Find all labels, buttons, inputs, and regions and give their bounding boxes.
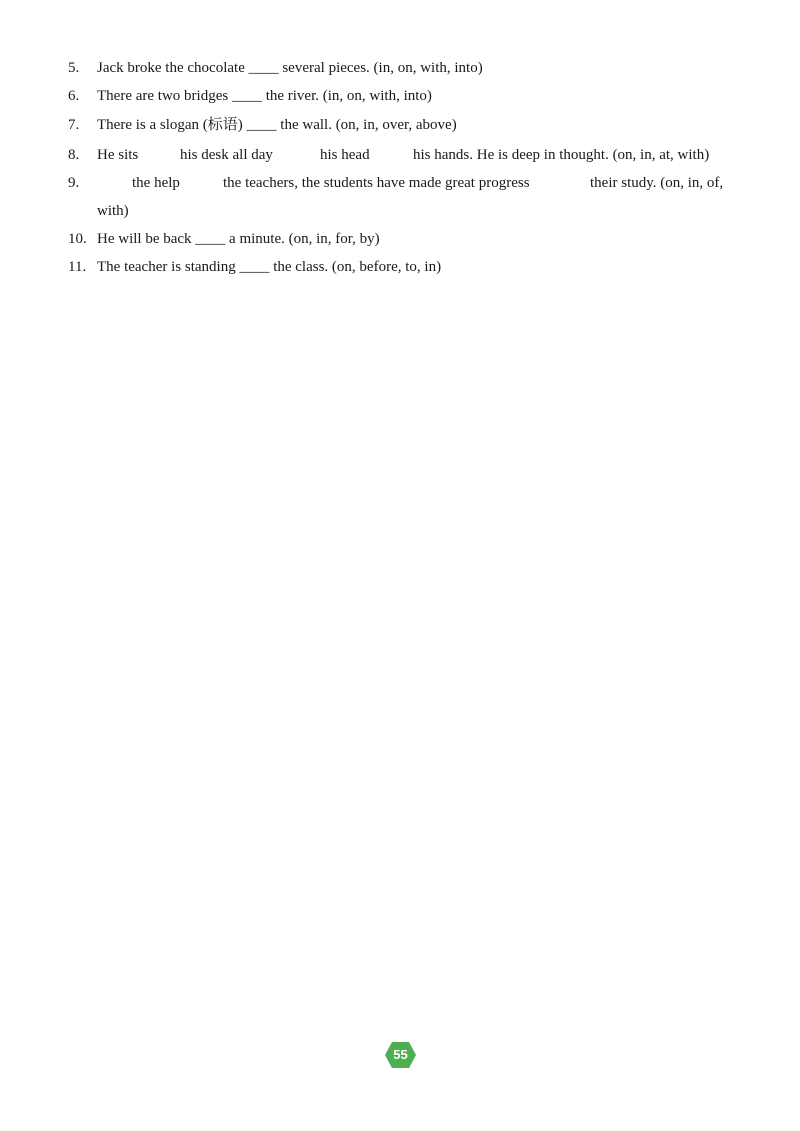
exercise-text: The teacher is standing ____ the class. (on, before, to, in) <box>97 259 442 275</box>
exercise-number: 9. <box>68 175 80 191</box>
exercise-number: 11. <box>68 259 87 275</box>
exercise-text: He will be back ____ a minute. (on, in, for, by) <box>97 231 380 247</box>
exercise-number: 8. <box>68 147 80 163</box>
exercise-number: 6. <box>68 88 80 104</box>
exercise-text-segment: his head <box>320 147 370 163</box>
exercise-number: 5. <box>68 60 80 76</box>
exercise-text-segment: his desk all day <box>180 147 273 163</box>
page-number: 55 <box>393 1047 408 1062</box>
exercise-number: 10. <box>68 231 87 247</box>
exercise-text: There is a slogan (标语) ____ the wall. (on, in, over, above) <box>97 117 457 133</box>
exercise-text-segment: the teachers, the students have made great progress <box>223 175 530 191</box>
exercise-9-continuation <box>97 202 129 220</box>
exercise-text-segment: his hands. He is deep in thought. (on, in, at, with) <box>413 147 710 163</box>
exercise-text: Jack broke the chocolate ____ several pieces. (in, on, with, into) <box>97 60 483 76</box>
exercise-number: 7. <box>68 117 80 133</box>
page-number-badge <box>384 1041 417 1069</box>
exercise-text-segment: their study. (on, in, of, <box>590 175 724 191</box>
exercise-text: There are two bridges ____ the river. (in, on, with, into) <box>97 88 432 104</box>
exercise-text-segment: the help <box>132 175 180 191</box>
exercise-text: with) <box>97 203 129 219</box>
exercise-text-segment: He sits <box>97 147 139 163</box>
